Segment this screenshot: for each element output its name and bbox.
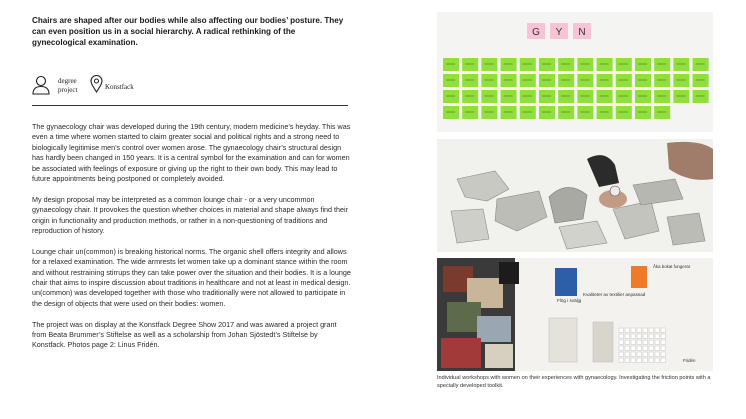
pegboard-cell: [661, 334, 666, 339]
sticky-note: [577, 90, 593, 103]
location-pin-icon: [90, 75, 103, 93]
note-3: Åka bokat fungerat: [653, 264, 690, 269]
pegboard-cell: [625, 334, 630, 339]
pegboard-cell: [649, 346, 654, 351]
sticky-note: [443, 106, 459, 119]
person-icon: [32, 75, 50, 95]
photo-sticky-notes: [437, 12, 713, 132]
pegboard-cell: [655, 352, 660, 357]
pegboard-cell: [661, 352, 666, 357]
pegboard-cell: [661, 358, 666, 363]
pegboard-cell: [619, 334, 624, 339]
pegboard-cell: [643, 340, 648, 345]
sticky-note: [501, 106, 517, 119]
paragraph: The gynaecology chair was developed during the 19th century, modern medicine’s heyday. This was even a time where women started to claim greater social and political rights and a strong need to biologically legitimise men’s control over women arose. The gynaecology chair’s structural design has hardly been changed in 150 years. It is a central symbol for the examination and can for women be associated with feelings of exposure or giving up the right to their own body. This may lead to future appointments being postponed or completely avoided.: [32, 122, 351, 184]
sticky-note: [462, 58, 478, 71]
sticky-note: [558, 106, 574, 119]
photo-toolkit: [437, 258, 713, 371]
sticky-note: [539, 90, 555, 103]
sticky-note: [693, 58, 709, 71]
sticky-note: [462, 90, 478, 103]
sticky-note: [558, 90, 574, 103]
pegboard-cell: [619, 358, 624, 363]
sticky-note: [597, 74, 613, 87]
pegboard-cell: [637, 358, 642, 363]
pegboard-cell: [655, 346, 660, 351]
sticky-note: [443, 74, 459, 87]
pegboard-cell: [655, 334, 660, 339]
sticky-note: [597, 58, 613, 71]
pegboard-cell: [637, 346, 642, 351]
pegboard-cell: [631, 334, 636, 339]
sticky-note: [501, 58, 517, 71]
body-text: [32, 122, 352, 361]
sticky-note: [673, 74, 689, 87]
sticky-note: [539, 106, 555, 119]
sticky-note: [577, 106, 593, 119]
sticky-note: [577, 58, 593, 71]
sticky-note: [635, 90, 651, 103]
sticky-note: [597, 106, 613, 119]
pegboard-cell: [625, 358, 630, 363]
pegboard-cell: [619, 352, 624, 357]
pegboard-cell: [643, 334, 648, 339]
sticky-note: [693, 74, 709, 87]
sticky-note: [577, 74, 593, 87]
pegboard-cell: [649, 352, 654, 357]
sticky-note: [481, 74, 497, 87]
note-4: Fridén: [683, 358, 696, 363]
sticky-note: [481, 106, 497, 119]
pegboard-cell: [619, 340, 624, 345]
sticky-note: [654, 90, 670, 103]
sticky-note: [654, 58, 670, 71]
pegboard-cell: [655, 340, 660, 345]
pegboard-cell: [637, 334, 642, 339]
sticky-note: [462, 74, 478, 87]
sticky-note: [501, 74, 517, 87]
pegboard-cell: [643, 358, 648, 363]
sticky-note: [616, 106, 632, 119]
photo-chair-cutouts: [437, 139, 713, 252]
paragraph: The project was on display at the Konstfack Degree Show 2017 and was awared a project grant from Beata Brummer’s Stiftelse as well as a scholarship from Johan Sjöstedt’s Stiftelse by Konstfack. Photos page 2: Linus Fridén.: [32, 319, 337, 350]
pegboard-cell: [631, 340, 636, 345]
sticky-note: [616, 90, 632, 103]
paragraph: Lounge chair un(common) is breaking historical norms. The organic shell offers integrity and allows for a relaxed examination. The wide armrests let women take up a dominant stance within the room and without restraining stirrups they can take power over the situation and their bodies. It is a lounge chair that aims to inspire discussion about traditions in healthcare and not at least in medical design. un(common) was developed together with those who traditionally were not allowed to participate in the design of objects that were used on their bodies: women.: [32, 246, 351, 308]
sticky-note: [616, 74, 632, 87]
intro-lead: Chairs are shaped after our bodies while also affecting our bodies’ posture. They can even position us in a social hierarchy. A radical rethinking of the gynecological examination.: [32, 16, 344, 47]
sticky-note: [673, 90, 689, 103]
sticky-note: [635, 74, 651, 87]
pegboard-cell: [655, 328, 660, 333]
pegboard-cell: [619, 346, 624, 351]
pegboard-cell: [631, 346, 636, 351]
sticky-note: [520, 74, 536, 87]
sticky-note: [462, 106, 478, 119]
sticky-note: [597, 90, 613, 103]
program-label: degree project: [58, 77, 78, 94]
pegboard-cell: [625, 328, 630, 333]
sticky-note: [443, 58, 459, 71]
pegboard-cell: [643, 352, 648, 357]
pegboard-cell: [649, 340, 654, 345]
sticky-note: [558, 74, 574, 87]
pegboard-cell: [661, 328, 666, 333]
sticky-note: [693, 90, 709, 103]
pegboard-cell: [625, 340, 630, 345]
letter-n: N: [578, 27, 586, 38]
letter-y: Y: [555, 27, 563, 38]
pegboard-cell: [637, 340, 642, 345]
sticky-note: [501, 90, 517, 103]
sticky-note: [520, 106, 536, 119]
pegboard-cell: [637, 328, 642, 333]
pegboard-cell: [625, 352, 630, 357]
pegboard-cell: [661, 346, 666, 351]
sticky-note: [481, 58, 497, 71]
sticky-note: [539, 58, 555, 71]
divider: [32, 105, 348, 106]
pegboard-cell: [625, 346, 630, 351]
pegboard-cell: [655, 358, 660, 363]
pegboard-cell: [649, 328, 654, 333]
sticky-note: [520, 90, 536, 103]
sticky-note: [635, 106, 651, 119]
sticky-note: [481, 90, 497, 103]
pegboard-cell: [649, 358, 654, 363]
paragraph: My design proposal may be interpreted as a common lounge chair - or a very uncommon gynaecology chair. It provokes the question whether choices in material and shape always find their origin in functionality and production methods, or rather in a non-questioning of traditions and reproduction of history.: [32, 194, 349, 236]
sticky-note: [616, 58, 632, 71]
photo-caption: Individual workshops with women on their experiences with gynaecology. Investigating the friction points with a specially developed toolkit.: [437, 375, 711, 389]
pegboard-cell: [631, 358, 636, 363]
sticky-note: [443, 90, 459, 103]
pegboard-cell: [637, 352, 642, 357]
project-meta: [32, 73, 350, 99]
pegboard-cell: [631, 352, 636, 357]
sticky-note: [654, 74, 670, 87]
school-label: Konstfack: [105, 83, 134, 91]
pegboard-cell: [631, 328, 636, 333]
pegboard-cell: [643, 346, 648, 351]
sticky-note: [635, 58, 651, 71]
sticky-note: [673, 58, 689, 71]
pegboard-cell: [649, 334, 654, 339]
letter-g: G: [532, 27, 540, 38]
sticky-note: [539, 74, 555, 87]
sticky-note: [654, 106, 670, 119]
pegboard-cell: [619, 328, 624, 333]
sticky-note: [520, 58, 536, 71]
note-1: Flög i sväljg: [557, 298, 582, 303]
sticky-note: [558, 58, 574, 71]
pegboard-cell: [661, 340, 666, 345]
note-2: Kvaliteter av textilier anpassad: [583, 292, 646, 297]
pegboard-cell: [643, 328, 648, 333]
